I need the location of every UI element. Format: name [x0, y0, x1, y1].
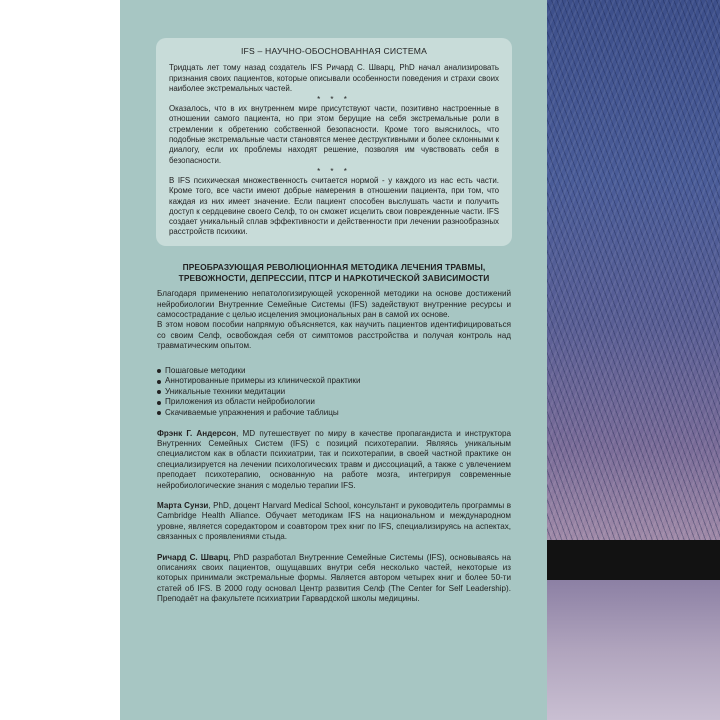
list-item: Пошаговые методики	[157, 366, 511, 377]
info-box	[156, 38, 512, 246]
list-item: Скачиваемые упражнения и рабочие таблицы	[157, 408, 511, 419]
book-back-cover	[120, 0, 720, 720]
author-bio-text: , PhD, доцент Harvard Medical School, консультант и руководитель программы в Cambridge Health Alliance. Обучает методикам IFS на национальном и международном уровне, является соредактором и соавтором трех книг по IFS, специализируясь на аспектах, связанных с проявлениями стыда.	[157, 501, 511, 542]
info-paragraph-2: Оказалось, что в их внутреннем мире присутствуют части, позитивно настроенные в отношении самого пациента, но при этом берущие на себя экстремальные роли в стремлении к обретению собственной безопасности. Кроме того выяснилось, что подобные экстремальные части становятся менее деструктивными и более склонными к диалогу, если их проблемы находят решение, позволяя им чувствовать себя в безопасности.	[169, 104, 499, 165]
list-item: Уникальные техники медитации	[157, 387, 511, 398]
author-name: Фрэнк Г. Андерсон	[157, 428, 237, 438]
author-bio-schwartz	[157, 553, 511, 605]
list-item: Аннотированные примеры из клинической практики	[157, 376, 511, 387]
author-name: Марта Сунзи	[157, 501, 209, 511]
text-column	[120, 0, 547, 720]
cover-photo-dark-band	[547, 540, 720, 580]
features-list	[157, 366, 511, 419]
author-bio-text: , MD путешествует по миру в качестве пропагандиста и инструктора Внутренних Семейных Систем (IFS) с позиций психотерапии. Являясь уникальным специалистом как в области психиатрии, так и психотерапии, в своей частной практике он специализируется на лечении психологических травм и диссоциаций, а также с увлечением преподает психотерапию, основанную на работе мозга, интегрируя современные нейробиологические знания с моделью терапии IFS.	[157, 428, 511, 490]
info-paragraph-1: Тридцать лет тому назад создатель IFS Ричард С. Шварц, PhD начал анализировать признания своих пациентов, которые описывали особенности поведения и страхи своих наиболее экстремальных частей.	[169, 63, 499, 93]
author-bio-sweezy	[157, 501, 511, 543]
main-description	[157, 262, 511, 605]
headline: ПРЕОБРАЗУЮЩАЯ РЕВОЛЮЦИОННАЯ МЕТОДИКА ЛЕЧЕНИЯ ТРАВМЫ, ТРЕВОЖНОСТИ, ДЕПРЕССИИ, ПТСР И НАРКОТИЧЕСКОЙ ЗАВИСИМОСТИ	[178, 262, 490, 283]
cover-photo-bottom	[547, 580, 720, 720]
intro-paragraph-2: В этом новом пособии напрямую объясняется, как научить пациентов идентифицироваться со своим Селф, освобождая себя от симптомов расстройства и получая контроль над травматическим опытом.	[157, 320, 511, 351]
info-paragraph-3: В IFS психическая множественность считается нормой - у каждого из нас есть части. Кроме того, все части имеют добрые намерения в отношении пациента, при том, что каждая из них имеет значение. Если пациент способен выслушать части и получить доступ к сердцевине своего Селф, то он сможет исцелить свои поврежденные части. IFS создает уникальный сплав эффективности и действенности при лечении разнообразных расстройств психики.	[169, 175, 499, 237]
author-bio-text: , PhD разработал Внутренние Семейные Системы (IFS), основываясь на описаниях своих пациентов, ощущавших внутри себя несколько частей, некоторые из которых принимали экстремальные формы. Является автором четырех книг и более 50-ти статей об IFS. В 2000 году основал Центр развития Селф (The Center for Self Leadership). Преподаёт на факультете психиатрии Гарвардской школы медицины.	[157, 552, 512, 604]
list-item: Приложения из области нейробиологии	[157, 397, 511, 408]
separator-stars: * * *	[317, 95, 351, 105]
info-box-title: IFS – НАУЧНО-ОБОСНОВАННАЯ СИСТЕМА	[240, 46, 428, 56]
author-name: Ричард С. Шварц	[157, 552, 229, 562]
separator-stars: * * *	[317, 166, 351, 176]
intro-paragraph-1: Благодаря применению непатологизирующей ускоренной методики на основе достижений нейробиологии Внутренние Семейные Системы (IFS) задействуют внутренние ресурсы и самосострадание с целью исцеления эмоциональных ран в самой их основе.	[157, 289, 511, 319]
author-bio-anderson	[157, 429, 511, 491]
